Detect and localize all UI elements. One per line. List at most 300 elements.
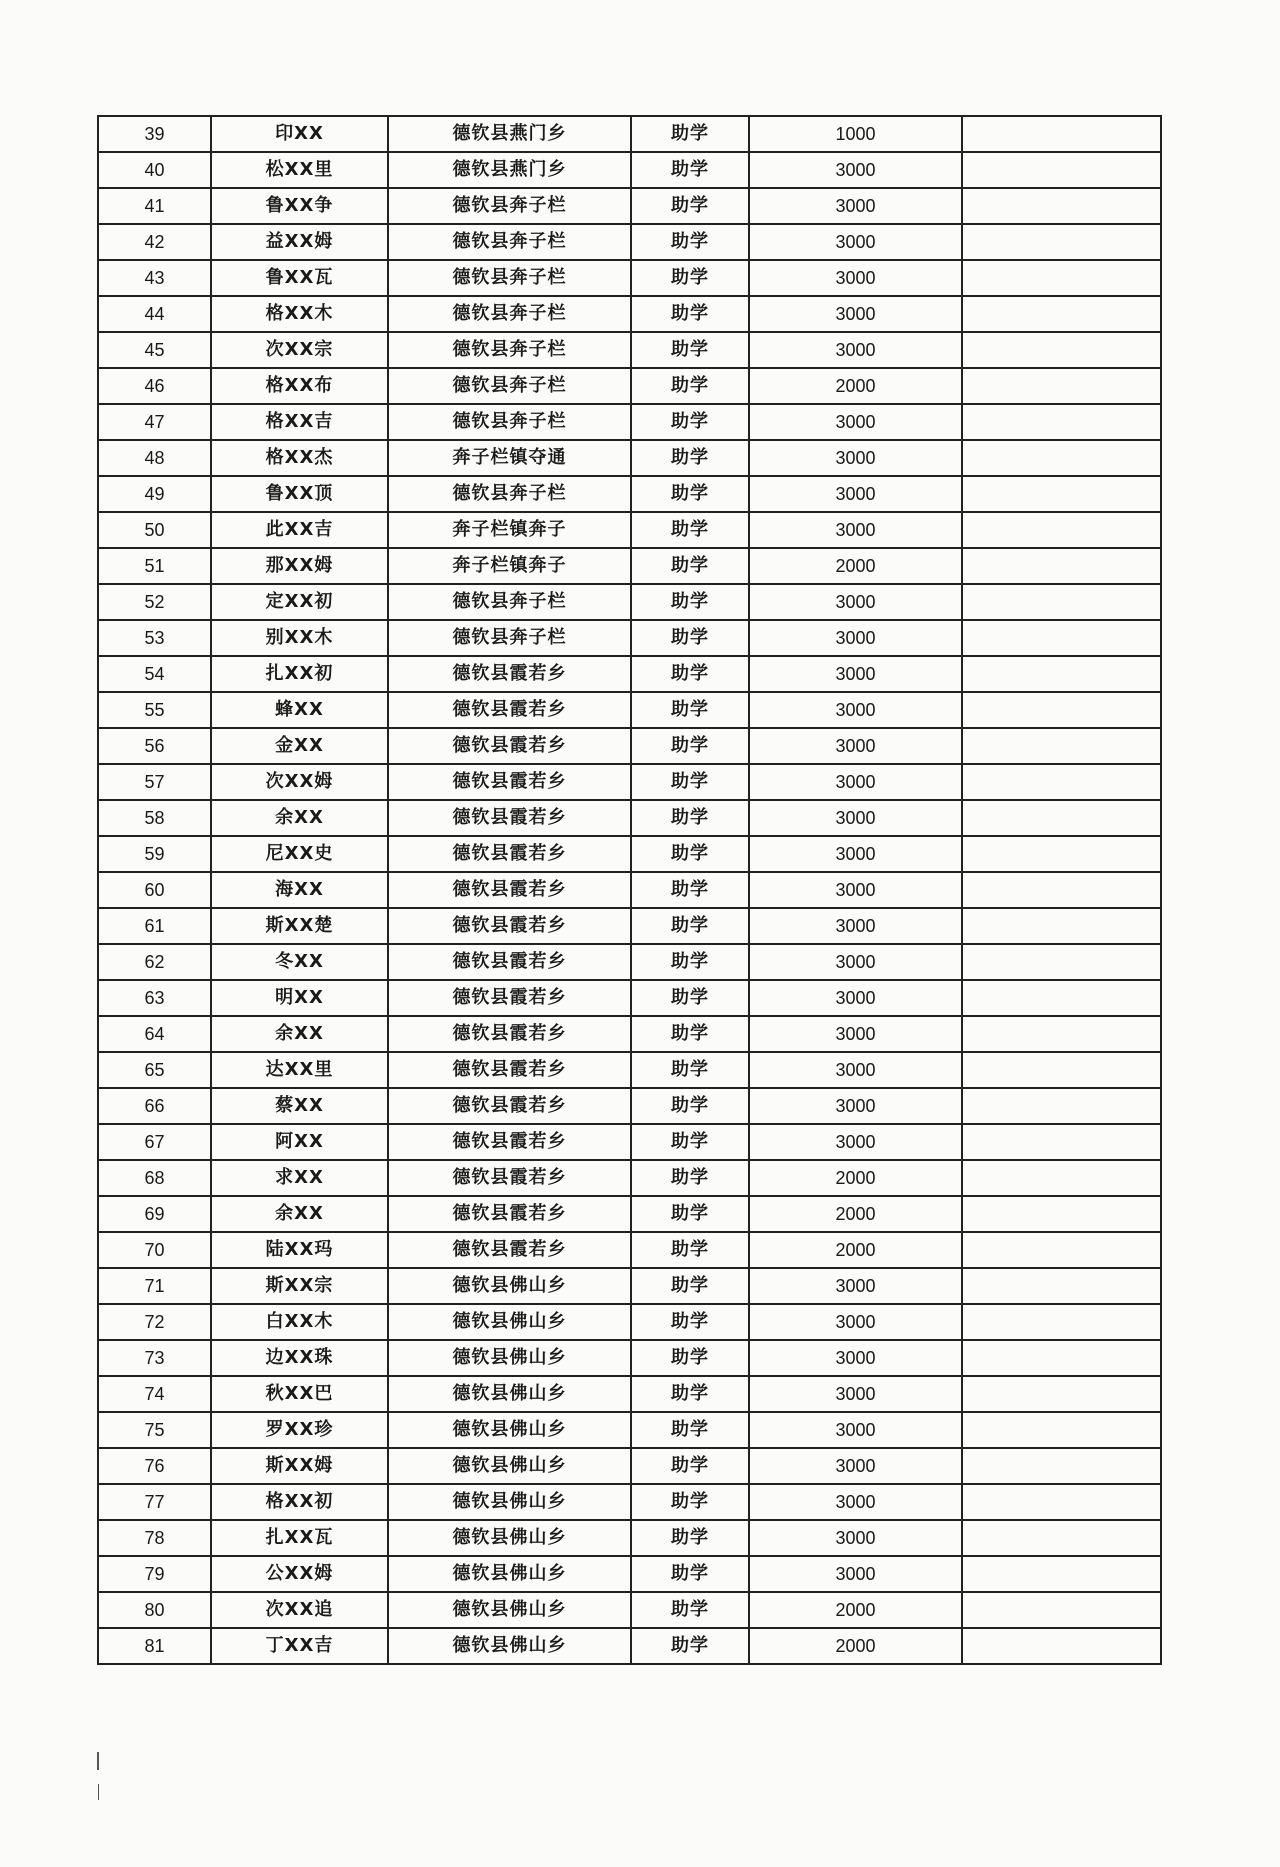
table-row (98, 1520, 1161, 1556)
table-row (98, 188, 1161, 224)
aid-amount-cell: 3000 (749, 584, 962, 620)
aid-type-cell: 助学 (631, 548, 749, 584)
remark-cell (962, 548, 1161, 584)
row-number-cell: 71 (98, 1268, 211, 1304)
recipient-name-cell: 次XX姆 (211, 764, 388, 800)
aid-type-cell: 助学 (631, 800, 749, 836)
recipient-address-cell: 德钦县佛山乡 (388, 1448, 631, 1484)
recipient-name-cell: 此XX吉 (211, 512, 388, 548)
row-number-cell: 62 (98, 944, 211, 980)
aid-type-cell: 助学 (631, 764, 749, 800)
aid-type-cell: 助学 (631, 224, 749, 260)
table-row (98, 1160, 1161, 1196)
table-body (98, 116, 1161, 1664)
recipient-name-cell: 斯XX楚 (211, 908, 388, 944)
aid-amount-cell: 3000 (749, 728, 962, 764)
remark-cell (962, 692, 1161, 728)
remark-cell (962, 1376, 1161, 1412)
aid-type-cell: 助学 (631, 152, 749, 188)
row-number-cell: 59 (98, 836, 211, 872)
table-row (98, 872, 1161, 908)
recipient-address-cell: 德钦县霞若乡 (388, 1160, 631, 1196)
remark-cell (962, 1052, 1161, 1088)
aid-amount-cell: 3000 (749, 1448, 962, 1484)
table-row (98, 1124, 1161, 1160)
recipient-address-cell: 德钦县奔子栏 (388, 476, 631, 512)
row-number-cell: 79 (98, 1556, 211, 1592)
table-row (98, 116, 1161, 152)
remark-cell (962, 980, 1161, 1016)
recipient-name-cell: 鲁XX顶 (211, 476, 388, 512)
table-row (98, 404, 1161, 440)
row-number-cell: 65 (98, 1052, 211, 1088)
table-row (98, 260, 1161, 296)
remark-cell (962, 368, 1161, 404)
recipient-address-cell: 德钦县霞若乡 (388, 728, 631, 764)
aid-amount-cell: 3000 (749, 1556, 962, 1592)
row-number-cell: 51 (98, 548, 211, 584)
remark-cell (962, 656, 1161, 692)
aid-amount-cell: 3000 (749, 1016, 962, 1052)
table-row (98, 548, 1161, 584)
aid-amount-cell: 3000 (749, 908, 962, 944)
recipient-name-cell: 达XX里 (211, 1052, 388, 1088)
row-number-cell: 74 (98, 1376, 211, 1412)
aid-amount-cell: 2000 (749, 1628, 962, 1664)
recipient-name-cell: 那XX姆 (211, 548, 388, 584)
recipient-address-cell: 德钦县佛山乡 (388, 1556, 631, 1592)
aid-type-cell: 助学 (631, 728, 749, 764)
table-row (98, 1232, 1161, 1268)
table-row (98, 1340, 1161, 1376)
recipient-address-cell: 德钦县佛山乡 (388, 1340, 631, 1376)
recipient-address-cell: 德钦县燕门乡 (388, 152, 631, 188)
remark-cell (962, 584, 1161, 620)
recipient-address-cell: 德钦县佛山乡 (388, 1268, 631, 1304)
aid-type-cell: 助学 (631, 1016, 749, 1052)
table-row (98, 764, 1161, 800)
row-number-cell: 58 (98, 800, 211, 836)
row-number-cell: 48 (98, 440, 211, 476)
recipient-address-cell: 德钦县佛山乡 (388, 1628, 631, 1664)
recipient-name-cell: 印XX (211, 116, 388, 152)
table-row (98, 1268, 1161, 1304)
recipient-name-cell: 冬XX (211, 944, 388, 980)
aid-type-cell: 助学 (631, 1556, 749, 1592)
row-number-cell: 76 (98, 1448, 211, 1484)
recipient-name-cell: 格XX吉 (211, 404, 388, 440)
aid-type-cell: 助学 (631, 1448, 749, 1484)
recipient-address-cell: 德钦县佛山乡 (388, 1520, 631, 1556)
aid-amount-cell: 2000 (749, 1232, 962, 1268)
row-number-cell: 44 (98, 296, 211, 332)
recipient-name-cell: 边XX珠 (211, 1340, 388, 1376)
table-row (98, 1196, 1161, 1232)
recipient-name-cell: 陆XX玛 (211, 1232, 388, 1268)
row-number-cell: 39 (98, 116, 211, 152)
table-row (98, 1376, 1161, 1412)
aid-amount-cell: 3000 (749, 1268, 962, 1304)
aid-type-cell: 助学 (631, 692, 749, 728)
table-row (98, 656, 1161, 692)
aid-type-cell: 助学 (631, 476, 749, 512)
row-number-cell: 81 (98, 1628, 211, 1664)
recipient-name-cell: 鲁XX瓦 (211, 260, 388, 296)
remark-cell (962, 1340, 1161, 1376)
remark-cell (962, 764, 1161, 800)
remark-cell (962, 944, 1161, 980)
aid-amount-cell: 3000 (749, 1052, 962, 1088)
aid-amount-cell: 3000 (749, 296, 962, 332)
recipient-address-cell: 德钦县奔子栏 (388, 620, 631, 656)
row-number-cell: 69 (98, 1196, 211, 1232)
recipient-name-cell: 益XX姆 (211, 224, 388, 260)
recipient-address-cell: 德钦县奔子栏 (388, 368, 631, 404)
remark-cell (962, 1304, 1161, 1340)
aid-type-cell: 助学 (631, 1412, 749, 1448)
aid-type-cell: 助学 (631, 332, 749, 368)
aid-amount-cell: 2000 (749, 368, 962, 404)
recipient-address-cell: 德钦县奔子栏 (388, 188, 631, 224)
aid-type-cell: 助学 (631, 1160, 749, 1196)
recipient-name-cell: 金XX (211, 728, 388, 764)
recipient-address-cell: 德钦县霞若乡 (388, 1196, 631, 1232)
recipient-address-cell: 德钦县霞若乡 (388, 800, 631, 836)
remark-cell (962, 1196, 1161, 1232)
remark-cell (962, 332, 1161, 368)
recipient-address-cell: 德钦县霞若乡 (388, 1052, 631, 1088)
recipient-address-cell: 德钦县霞若乡 (388, 1124, 631, 1160)
remark-cell (962, 1160, 1161, 1196)
aid-amount-cell: 3000 (749, 872, 962, 908)
aid-amount-cell: 3000 (749, 404, 962, 440)
recipient-name-cell: 公XX姆 (211, 1556, 388, 1592)
table-row (98, 836, 1161, 872)
row-number-cell: 55 (98, 692, 211, 728)
table-row (98, 1556, 1161, 1592)
aid-type-cell: 助学 (631, 836, 749, 872)
aid-amount-cell: 3000 (749, 1088, 962, 1124)
table-row (98, 584, 1161, 620)
aid-type-cell: 助学 (631, 1268, 749, 1304)
aid-amount-cell: 2000 (749, 1160, 962, 1196)
aid-amount-cell: 3000 (749, 1340, 962, 1376)
recipient-name-cell: 鲁XX争 (211, 188, 388, 224)
recipient-name-cell: 扎XX瓦 (211, 1520, 388, 1556)
table-row (98, 800, 1161, 836)
aid-type-cell: 助学 (631, 1376, 749, 1412)
recipient-address-cell: 德钦县霞若乡 (388, 692, 631, 728)
table-row (98, 512, 1161, 548)
row-number-cell: 64 (98, 1016, 211, 1052)
remark-cell (962, 1232, 1161, 1268)
recipient-address-cell: 德钦县霞若乡 (388, 908, 631, 944)
remark-cell (962, 512, 1161, 548)
recipient-address-cell: 德钦县霞若乡 (388, 872, 631, 908)
remark-cell (962, 440, 1161, 476)
recipient-address-cell: 德钦县佛山乡 (388, 1484, 631, 1520)
aid-type-cell: 助学 (631, 260, 749, 296)
aid-amount-cell: 3000 (749, 512, 962, 548)
aid-amount-cell: 3000 (749, 1124, 962, 1160)
row-number-cell: 41 (98, 188, 211, 224)
aid-type-cell: 助学 (631, 1232, 749, 1268)
remark-cell (962, 404, 1161, 440)
aid-type-cell: 助学 (631, 404, 749, 440)
aid-amount-cell: 3000 (749, 440, 962, 476)
aid-type-cell: 助学 (631, 908, 749, 944)
aid-type-cell: 助学 (631, 1052, 749, 1088)
recipient-name-cell: 余XX (211, 1196, 388, 1232)
recipient-name-cell: 阿XX (211, 1124, 388, 1160)
recipient-address-cell: 德钦县奔子栏 (388, 332, 631, 368)
table-row (98, 1592, 1161, 1628)
aid-type-cell: 助学 (631, 1088, 749, 1124)
recipient-address-cell: 德钦县佛山乡 (388, 1376, 631, 1412)
remark-cell (962, 152, 1161, 188)
recipient-address-cell: 奔子栏镇奔子 (388, 512, 631, 548)
row-number-cell: 54 (98, 656, 211, 692)
table-row (98, 1052, 1161, 1088)
row-number-cell: 47 (98, 404, 211, 440)
recipient-name-cell: 求XX (211, 1160, 388, 1196)
recipient-address-cell: 德钦县佛山乡 (388, 1304, 631, 1340)
aid-type-cell: 助学 (631, 1304, 749, 1340)
row-number-cell: 57 (98, 764, 211, 800)
aid-amount-cell: 3000 (749, 1520, 962, 1556)
row-number-cell: 61 (98, 908, 211, 944)
table-row (98, 1088, 1161, 1124)
row-number-cell: 45 (98, 332, 211, 368)
row-number-cell: 60 (98, 872, 211, 908)
scan-margin-mark (98, 1784, 99, 1800)
remark-cell (962, 116, 1161, 152)
aid-amount-cell: 3000 (749, 224, 962, 260)
aid-amount-cell: 2000 (749, 1592, 962, 1628)
row-number-cell: 46 (98, 368, 211, 404)
aid-type-cell: 助学 (631, 944, 749, 980)
aid-amount-cell: 3000 (749, 692, 962, 728)
remark-cell (962, 620, 1161, 656)
aid-amount-cell: 3000 (749, 800, 962, 836)
row-number-cell: 43 (98, 260, 211, 296)
remark-cell (962, 1520, 1161, 1556)
row-number-cell: 72 (98, 1304, 211, 1340)
aid-amount-cell: 3000 (749, 188, 962, 224)
recipient-address-cell: 德钦县霞若乡 (388, 836, 631, 872)
table-row (98, 440, 1161, 476)
recipient-address-cell: 德钦县奔子栏 (388, 224, 631, 260)
table-row (98, 1484, 1161, 1520)
recipient-name-cell: 尼XX史 (211, 836, 388, 872)
aid-type-cell: 助学 (631, 1124, 749, 1160)
recipient-name-cell: 罗XX珍 (211, 1412, 388, 1448)
remark-cell (962, 1448, 1161, 1484)
aid-amount-cell: 2000 (749, 548, 962, 584)
aid-amount-cell: 3000 (749, 620, 962, 656)
recipient-name-cell: 斯XX姆 (211, 1448, 388, 1484)
row-number-cell: 40 (98, 152, 211, 188)
remark-cell (962, 1628, 1161, 1664)
aid-type-cell: 助学 (631, 368, 749, 404)
recipient-name-cell: 格XX杰 (211, 440, 388, 476)
aid-amount-cell: 3000 (749, 332, 962, 368)
aid-amount-cell: 1000 (749, 116, 962, 152)
aid-amount-cell: 3000 (749, 764, 962, 800)
row-number-cell: 42 (98, 224, 211, 260)
aid-type-cell: 助学 (631, 512, 749, 548)
scan-margin-mark (97, 1752, 99, 1770)
table-row (98, 296, 1161, 332)
aid-type-cell: 助学 (631, 656, 749, 692)
row-number-cell: 68 (98, 1160, 211, 1196)
table-row (98, 1304, 1161, 1340)
recipient-address-cell: 德钦县霞若乡 (388, 1016, 631, 1052)
recipient-name-cell: 定XX初 (211, 584, 388, 620)
recipient-address-cell: 德钦县奔子栏 (388, 584, 631, 620)
table-row (98, 908, 1161, 944)
row-number-cell: 77 (98, 1484, 211, 1520)
remark-cell (962, 260, 1161, 296)
remark-cell (962, 1088, 1161, 1124)
remark-cell (962, 1556, 1161, 1592)
table-row (98, 1016, 1161, 1052)
row-number-cell: 75 (98, 1412, 211, 1448)
remark-cell (962, 728, 1161, 764)
recipient-name-cell: 松XX里 (211, 152, 388, 188)
recipient-name-cell: 蔡XX (211, 1088, 388, 1124)
aid-amount-cell: 2000 (749, 1196, 962, 1232)
recipient-address-cell: 德钦县奔子栏 (388, 296, 631, 332)
recipient-address-cell: 德钦县霞若乡 (388, 764, 631, 800)
aid-type-cell: 助学 (631, 116, 749, 152)
recipient-name-cell: 格XX初 (211, 1484, 388, 1520)
table-row (98, 692, 1161, 728)
recipient-address-cell: 德钦县奔子栏 (388, 404, 631, 440)
aid-type-cell: 助学 (631, 1196, 749, 1232)
remark-cell (962, 1268, 1161, 1304)
recipient-address-cell: 德钦县霞若乡 (388, 656, 631, 692)
aid-amount-cell: 3000 (749, 656, 962, 692)
recipient-table (97, 115, 1162, 1665)
recipient-address-cell: 德钦县佛山乡 (388, 1412, 631, 1448)
aid-amount-cell: 3000 (749, 1304, 962, 1340)
aid-type-cell: 助学 (631, 1340, 749, 1376)
table-row (98, 152, 1161, 188)
recipient-address-cell: 德钦县霞若乡 (388, 944, 631, 980)
remark-cell (962, 1592, 1161, 1628)
recipient-name-cell: 斯XX宗 (211, 1268, 388, 1304)
recipient-name-cell: 别XX木 (211, 620, 388, 656)
remark-cell (962, 800, 1161, 836)
recipient-address-cell: 德钦县霞若乡 (388, 980, 631, 1016)
table-row (98, 1448, 1161, 1484)
aid-type-cell: 助学 (631, 188, 749, 224)
recipient-address-cell: 德钦县佛山乡 (388, 1592, 631, 1628)
table-row (98, 1412, 1161, 1448)
aid-amount-cell: 3000 (749, 1484, 962, 1520)
aid-amount-cell: 3000 (749, 980, 962, 1016)
recipient-name-cell: 格XX布 (211, 368, 388, 404)
row-number-cell: 63 (98, 980, 211, 1016)
aid-amount-cell: 3000 (749, 476, 962, 512)
recipient-name-cell: 蜂XX (211, 692, 388, 728)
remark-cell (962, 908, 1161, 944)
table-row (98, 368, 1161, 404)
remark-cell (962, 1484, 1161, 1520)
table-row (98, 476, 1161, 512)
aid-type-cell: 助学 (631, 620, 749, 656)
recipient-name-cell: 白XX木 (211, 1304, 388, 1340)
aid-amount-cell: 3000 (749, 1376, 962, 1412)
recipient-address-cell: 奔子栏镇夺通 (388, 440, 631, 476)
row-number-cell: 70 (98, 1232, 211, 1268)
aid-amount-cell: 3000 (749, 152, 962, 188)
remark-cell (962, 1124, 1161, 1160)
remark-cell (962, 224, 1161, 260)
remark-cell (962, 872, 1161, 908)
row-number-cell: 53 (98, 620, 211, 656)
aid-type-cell: 助学 (631, 980, 749, 1016)
recipient-name-cell: 海XX (211, 872, 388, 908)
recipient-name-cell: 丁XX吉 (211, 1628, 388, 1664)
table-row (98, 1628, 1161, 1664)
recipient-address-cell: 德钦县霞若乡 (388, 1088, 631, 1124)
recipient-address-cell: 德钦县霞若乡 (388, 1232, 631, 1268)
row-number-cell: 67 (98, 1124, 211, 1160)
row-number-cell: 50 (98, 512, 211, 548)
recipient-name-cell: 明XX (211, 980, 388, 1016)
row-number-cell: 78 (98, 1520, 211, 1556)
recipient-name-cell: 余XX (211, 1016, 388, 1052)
table-row (98, 728, 1161, 764)
aid-type-cell: 助学 (631, 872, 749, 908)
row-number-cell: 80 (98, 1592, 211, 1628)
aid-type-cell: 助学 (631, 1628, 749, 1664)
recipient-name-cell: 次XX宗 (211, 332, 388, 368)
remark-cell (962, 1016, 1161, 1052)
row-number-cell: 66 (98, 1088, 211, 1124)
recipient-name-cell: 扎XX初 (211, 656, 388, 692)
aid-type-cell: 助学 (631, 584, 749, 620)
row-number-cell: 49 (98, 476, 211, 512)
recipient-address-cell: 德钦县奔子栏 (388, 260, 631, 296)
remark-cell (962, 296, 1161, 332)
remark-cell (962, 836, 1161, 872)
aid-amount-cell: 3000 (749, 836, 962, 872)
aid-amount-cell: 3000 (749, 944, 962, 980)
remark-cell (962, 476, 1161, 512)
row-number-cell: 73 (98, 1340, 211, 1376)
table-row (98, 944, 1161, 980)
table-row (98, 980, 1161, 1016)
aid-type-cell: 助学 (631, 296, 749, 332)
table-row (98, 332, 1161, 368)
recipient-name-cell: 次XX追 (211, 1592, 388, 1628)
recipient-name-cell: 余XX (211, 800, 388, 836)
aid-type-cell: 助学 (631, 1484, 749, 1520)
aid-type-cell: 助学 (631, 440, 749, 476)
table-row (98, 224, 1161, 260)
remark-cell (962, 1412, 1161, 1448)
row-number-cell: 56 (98, 728, 211, 764)
remark-cell (962, 188, 1161, 224)
row-number-cell: 52 (98, 584, 211, 620)
aid-type-cell: 助学 (631, 1592, 749, 1628)
aid-amount-cell: 3000 (749, 260, 962, 296)
table-row (98, 620, 1161, 656)
recipient-name-cell: 秋XX巴 (211, 1376, 388, 1412)
